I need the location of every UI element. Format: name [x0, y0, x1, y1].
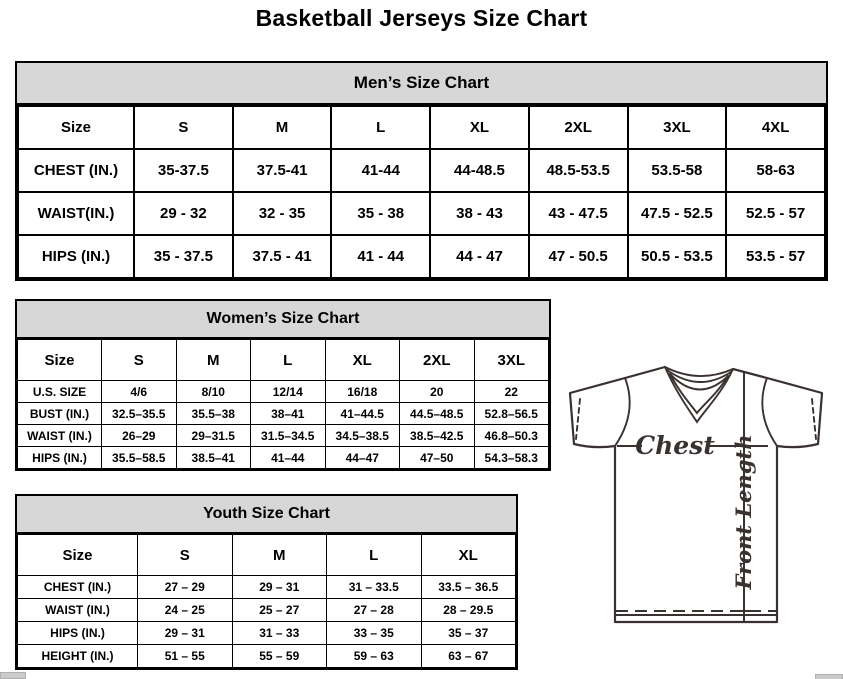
value-cell: 35 - 38 [331, 192, 430, 235]
value-cell: 38–41 [251, 403, 326, 425]
header-cell: M [232, 535, 327, 576]
value-cell: 44–47 [325, 447, 400, 469]
value-cell: 51 – 55 [138, 645, 233, 668]
measurement-row [18, 645, 516, 668]
value-cell: 35 - 37.5 [134, 235, 233, 278]
mens-size-table [17, 105, 826, 279]
measurement-row [18, 576, 516, 599]
measurement-row [18, 235, 825, 278]
size-header-row [18, 535, 516, 576]
value-cell: 28 – 29.5 [421, 599, 516, 622]
armhole-seam-left [615, 378, 630, 446]
chest-label: Chest [635, 431, 715, 460]
measurement-row [18, 403, 549, 425]
measurement-row [18, 447, 549, 469]
value-cell: 35 – 37 [421, 622, 516, 645]
value-cell: 29–31.5 [176, 425, 251, 447]
value-cell: 41–44.5 [325, 403, 400, 425]
header-cell: 3XL [474, 340, 549, 381]
header-cell: 2XL [400, 340, 475, 381]
value-cell: 55 – 59 [232, 645, 327, 668]
value-cell: 26–29 [102, 425, 177, 447]
header-cell: M [233, 106, 332, 149]
value-cell: 33.5 – 36.5 [421, 576, 516, 599]
horizontal-scrollbar-fragment-left[interactable] [0, 672, 26, 679]
row-label-cell: WAIST (IN.) [18, 599, 138, 622]
row-label-cell: HIPS (IN.) [18, 235, 134, 278]
value-cell: 20 [400, 381, 475, 403]
header-cell: S [138, 535, 233, 576]
measurement-row [18, 599, 516, 622]
value-cell: 12/14 [251, 381, 326, 403]
value-cell: 44.5–48.5 [400, 403, 475, 425]
value-cell: 27 – 28 [327, 599, 422, 622]
row-label-cell: HIPS (IN.) [18, 447, 102, 469]
jersey-outline [570, 367, 822, 622]
value-cell: 47.5 - 52.5 [628, 192, 727, 235]
value-cell: 47–50 [400, 447, 475, 469]
value-cell: 33 – 35 [327, 622, 422, 645]
value-cell: 32.5–35.5 [102, 403, 177, 425]
value-cell: 35.5–58.5 [102, 447, 177, 469]
header-cell: Size [18, 106, 134, 149]
measurement-row [18, 622, 516, 645]
value-cell: 54.3–58.3 [474, 447, 549, 469]
sleeve-cuff-dash-right [812, 399, 816, 439]
header-cell: Size [18, 535, 138, 576]
value-cell: 43 - 47.5 [529, 192, 628, 235]
value-cell: 32 - 35 [233, 192, 332, 235]
value-cell: 44 - 47 [430, 235, 529, 278]
value-cell: 29 – 31 [138, 622, 233, 645]
value-cell: 34.5–38.5 [325, 425, 400, 447]
youth-size-chart-section [15, 494, 518, 670]
womens-chart-title: Women’s Size Chart [17, 301, 549, 339]
header-cell: 2XL [529, 106, 628, 149]
value-cell: 31 – 33 [232, 622, 327, 645]
value-cell: 38.5–41 [176, 447, 251, 469]
value-cell: 38 - 43 [430, 192, 529, 235]
header-cell: XL [325, 340, 400, 381]
horizontal-scrollbar-fragment-right[interactable] [815, 674, 843, 679]
value-cell: 53.5-58 [628, 149, 727, 192]
value-cell: 38.5–42.5 [400, 425, 475, 447]
size-header-row [18, 106, 825, 149]
value-cell: 52.8–56.5 [474, 403, 549, 425]
row-label-cell: WAIST (IN.) [18, 425, 102, 447]
value-cell: 41 - 44 [331, 235, 430, 278]
value-cell: 37.5 - 41 [233, 235, 332, 278]
header-cell: L [331, 106, 430, 149]
value-cell: 16/18 [325, 381, 400, 403]
row-label-cell: CHEST (IN.) [18, 149, 134, 192]
header-cell: Size [18, 340, 102, 381]
header-cell: XL [430, 106, 529, 149]
measurement-row [18, 381, 549, 403]
womens-size-table [17, 339, 549, 469]
measurement-row [18, 425, 549, 447]
page-title: Basketball Jerseys Size Chart [255, 5, 588, 31]
value-cell: 47 - 50.5 [529, 235, 628, 278]
value-cell: 44-48.5 [430, 149, 529, 192]
header-cell: M [176, 340, 251, 381]
value-cell: 35.5–38 [176, 403, 251, 425]
value-cell: 22 [474, 381, 549, 403]
sleeve-cuff-dash-left [576, 399, 580, 439]
row-label-cell: HIPS (IN.) [18, 622, 138, 645]
armhole-seam-right [762, 378, 777, 446]
value-cell: 48.5-53.5 [529, 149, 628, 192]
value-cell: 27 – 29 [138, 576, 233, 599]
size-header-row [18, 340, 549, 381]
row-label-cell: WAIST(IN.) [18, 192, 134, 235]
youth-size-table [17, 534, 516, 668]
womens-size-chart-section [15, 299, 551, 471]
value-cell: 35-37.5 [134, 149, 233, 192]
value-cell: 41–44 [251, 447, 326, 469]
value-cell: 29 - 32 [134, 192, 233, 235]
mens-chart-title: Men’s Size Chart [17, 63, 826, 105]
header-cell: 3XL [628, 106, 727, 149]
header-cell: S [134, 106, 233, 149]
header-cell: 4XL [726, 106, 825, 149]
header-cell: L [251, 340, 326, 381]
header-cell: XL [421, 535, 516, 576]
value-cell: 50.5 - 53.5 [628, 235, 727, 278]
row-label-cell: BUST (IN.) [18, 403, 102, 425]
value-cell: 8/10 [176, 381, 251, 403]
value-cell: 59 – 63 [327, 645, 422, 668]
value-cell: 52.5 - 57 [726, 192, 825, 235]
value-cell: 63 – 67 [421, 645, 516, 668]
value-cell: 31.5–34.5 [251, 425, 326, 447]
value-cell: 46.8–50.3 [474, 425, 549, 447]
front-length-label: Front Length [731, 434, 756, 590]
value-cell: 24 – 25 [138, 599, 233, 622]
value-cell: 41-44 [331, 149, 430, 192]
value-cell: 58-63 [726, 149, 825, 192]
value-cell: 53.5 - 57 [726, 235, 825, 278]
jersey-measurement-diagram [558, 360, 840, 630]
row-label-cell: HEIGHT (IN.) [18, 645, 138, 668]
value-cell: 29 – 31 [232, 576, 327, 599]
value-cell: 37.5-41 [233, 149, 332, 192]
measurement-row [18, 149, 825, 192]
mens-size-chart-section [15, 61, 828, 281]
value-cell: 31 – 33.5 [327, 576, 422, 599]
row-label-cell: U.S. SIZE [18, 381, 102, 403]
youth-chart-title: Youth Size Chart [17, 496, 516, 534]
value-cell: 25 – 27 [232, 599, 327, 622]
row-label-cell: CHEST (IN.) [18, 576, 138, 599]
header-cell: L [327, 535, 422, 576]
header-cell: S [102, 340, 177, 381]
measurement-row [18, 192, 825, 235]
value-cell: 4/6 [102, 381, 177, 403]
